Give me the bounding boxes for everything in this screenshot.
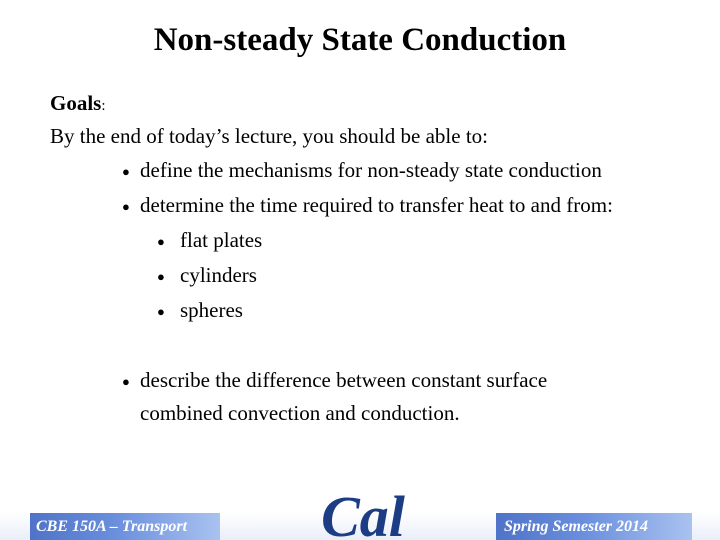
sub-bullet-item: flat plates [180,228,263,252]
sub-bullet-item: cylinders [180,263,257,287]
sub-bullet-icon: ● [157,269,165,284]
cal-logo-text: Cal [321,484,405,540]
bullet-icon: ● [122,199,130,214]
bullet-item-line1: describe the difference between constant surface [140,368,548,392]
bullet-item-line2: combined convection and conduction. [140,401,460,425]
slide-title: Non-steady State Conduction [153,22,567,58]
bullet-icon: ● [122,374,130,389]
footer-semester-label: Spring Semester 2014 [496,513,692,540]
bullet-item: determine the time required to transfer heat to and from: [140,193,613,217]
footer-course-label: CBE 150A – Transport [30,513,220,540]
goals-colon: : [101,98,106,114]
intro-text: By the end of today’s lecture, you should be able to: [50,124,488,148]
sub-bullet-icon: ● [157,234,165,249]
bullet-icon: ● [122,164,130,179]
cal-logo-icon [321,482,405,540]
sub-bullet-item: spheres [180,298,243,322]
goals-label: Goals [50,91,102,115]
goals-heading [50,91,106,116]
bullet-item: define the mechanisms for non-steady state conduction [140,158,602,182]
sub-bullet-icon: ● [157,304,165,319]
